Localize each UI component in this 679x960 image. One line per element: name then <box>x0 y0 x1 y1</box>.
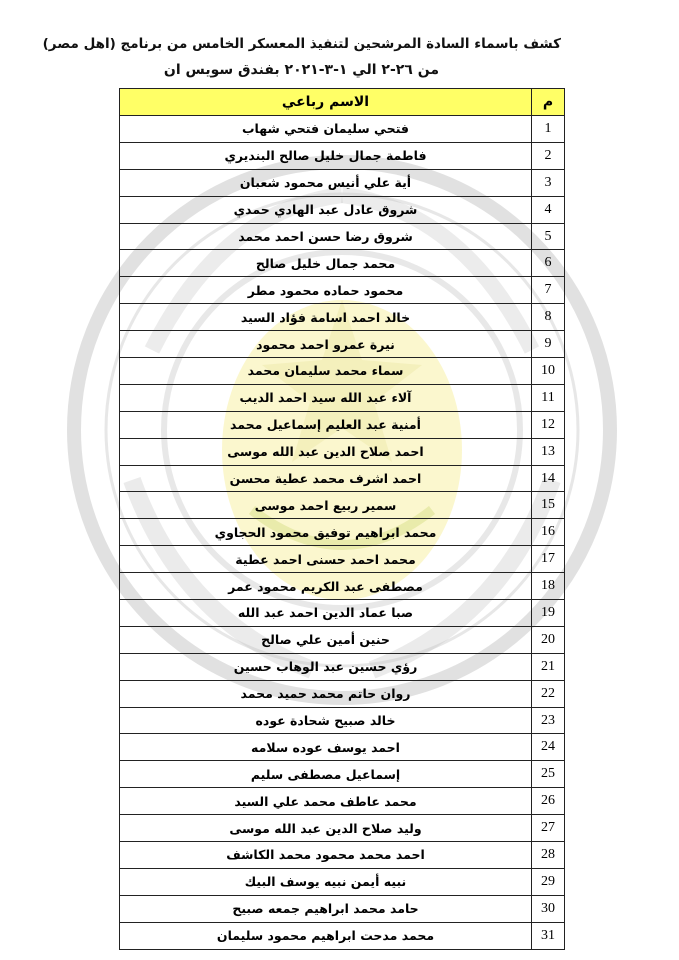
row-full-name: احمد صلاح الدين عبد الله موسى <box>120 438 532 465</box>
row-full-name: حامد محمد ابراهيم جمعه صبيح <box>120 895 532 922</box>
row-full-name: آلاء عبد الله سيد احمد الديب <box>120 384 532 411</box>
row-full-name: محمود حماده محمود مطر <box>120 277 532 304</box>
row-full-name: روان حاتم محمد حميد محمد <box>120 680 532 707</box>
row-number: 17 <box>532 546 565 573</box>
table-row <box>120 411 565 438</box>
table-row <box>120 680 565 707</box>
row-number: 29 <box>532 868 565 895</box>
table-row <box>120 384 565 411</box>
table-row <box>120 600 565 627</box>
row-full-name: احمد يوسف عوده سلامه <box>120 734 532 761</box>
row-full-name: احمد محمد محمود محمد الكاشف <box>120 842 532 869</box>
row-number: 12 <box>532 411 565 438</box>
row-number: 30 <box>532 895 565 922</box>
row-full-name: أمنية عبد العليم إسماعيل محمد <box>120 411 532 438</box>
table-row <box>120 707 565 734</box>
table-row <box>120 438 565 465</box>
row-full-name: محمد احمد حسنى احمد عطية <box>120 546 532 573</box>
row-full-name: رؤي حسين عبد الوهاب حسين <box>120 653 532 680</box>
header-full-name: الاسم رباعي <box>120 89 532 116</box>
row-number: 8 <box>532 304 565 331</box>
row-number: 26 <box>532 788 565 815</box>
document-date-line: من ٢٦-٢ الي ١-٣-٢٠٢١ بفندق سويس ان <box>163 62 439 78</box>
row-number: 14 <box>532 465 565 492</box>
row-full-name: خالد احمد اسامة فؤاد السيد <box>120 304 532 331</box>
row-number: 6 <box>532 250 565 277</box>
table-row <box>120 116 565 143</box>
row-number: 22 <box>532 680 565 707</box>
table-row <box>120 546 565 573</box>
document-title: كشف باسماء السادة المرشحين لتنفيذ المعسكر الخامس من برنامج (اهل مصر) <box>42 36 561 52</box>
header-number: م <box>532 89 565 116</box>
row-full-name: سمير ربيع احمد موسى <box>120 492 532 519</box>
table-row <box>120 895 565 922</box>
table-row <box>120 223 565 250</box>
row-number: 13 <box>532 438 565 465</box>
row-full-name: فتحي سليمان فتحي شهاب <box>120 116 532 143</box>
row-number: 5 <box>532 223 565 250</box>
table-row <box>120 331 565 358</box>
row-full-name: محمد ابراهيم توفيق محمود الحجاوي <box>120 519 532 546</box>
row-full-name: محمد مدحت ابراهيم محمود سليمان <box>120 922 532 949</box>
row-number: 21 <box>532 653 565 680</box>
table-row <box>120 815 565 842</box>
row-number: 25 <box>532 761 565 788</box>
row-number: 7 <box>532 277 565 304</box>
row-number: 24 <box>532 734 565 761</box>
row-full-name: حنين أمين علي صالح <box>120 626 532 653</box>
row-number: 20 <box>532 626 565 653</box>
table-row <box>120 358 565 385</box>
table-body <box>120 116 565 950</box>
table-row <box>120 196 565 223</box>
row-number: 1 <box>532 116 565 143</box>
row-number: 23 <box>532 707 565 734</box>
row-full-name: خالد صبيح شحادة عوده <box>120 707 532 734</box>
row-number: 27 <box>532 815 565 842</box>
row-number: 28 <box>532 842 565 869</box>
row-full-name: نبيه أيمن نبيه يوسف البيك <box>120 868 532 895</box>
row-full-name: احمد اشرف محمد عطية محسن <box>120 465 532 492</box>
table-row <box>120 868 565 895</box>
row-number: 18 <box>532 573 565 600</box>
table-row <box>120 519 565 546</box>
row-number: 31 <box>532 922 565 949</box>
table-row <box>120 922 565 949</box>
row-number: 10 <box>532 358 565 385</box>
row-full-name: صبا عماد الدين احمد عبد الله <box>120 600 532 627</box>
row-number: 16 <box>532 519 565 546</box>
table-row <box>120 277 565 304</box>
row-full-name: سماء محمد سليمان محمد <box>120 358 532 385</box>
row-number: 11 <box>532 384 565 411</box>
row-number: 9 <box>532 331 565 358</box>
table-row <box>120 653 565 680</box>
row-number: 15 <box>532 492 565 519</box>
table-header-row <box>120 89 565 116</box>
row-full-name: شروق رضا حسن احمد محمد <box>120 223 532 250</box>
row-full-name: مصطفى عبد الكريم محمود عمر <box>120 573 532 600</box>
table-row <box>120 788 565 815</box>
row-full-name: نيرة عمرو احمد محمود <box>120 331 532 358</box>
row-full-name: أية علي أنيس محمود شعبان <box>120 169 532 196</box>
candidates-table <box>119 88 565 950</box>
row-full-name: وليد صلاح الدين عبد الله موسى <box>120 815 532 842</box>
row-full-name: شروق عادل عبد الهادي حمدي <box>120 196 532 223</box>
table-row <box>120 169 565 196</box>
row-number: 19 <box>532 600 565 627</box>
table-row <box>120 842 565 869</box>
row-full-name: محمد جمال خليل صالح <box>120 250 532 277</box>
row-full-name: فاطمة جمال خليل صالح البنديري <box>120 142 532 169</box>
table-row <box>120 761 565 788</box>
row-number: 2 <box>532 142 565 169</box>
row-full-name: محمد عاطف محمد علي السيد <box>120 788 532 815</box>
table-row <box>120 142 565 169</box>
table-row <box>120 492 565 519</box>
table-row <box>120 304 565 331</box>
row-full-name: إسماعيل مصطفى سليم <box>120 761 532 788</box>
table-row <box>120 626 565 653</box>
table-row <box>120 734 565 761</box>
table-row <box>120 465 565 492</box>
table-row <box>120 250 565 277</box>
row-number: 4 <box>532 196 565 223</box>
row-number: 3 <box>532 169 565 196</box>
table-row <box>120 573 565 600</box>
